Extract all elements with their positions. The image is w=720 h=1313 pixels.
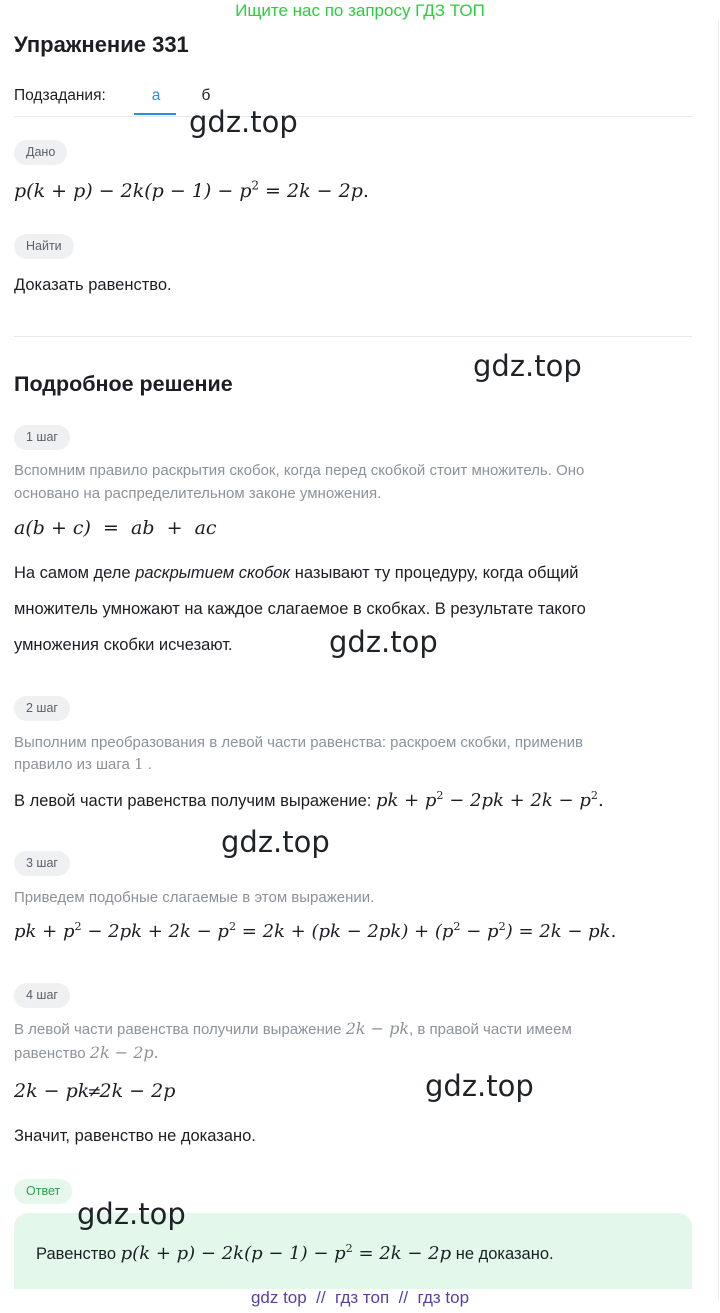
- watermark: gdz.top: [473, 349, 582, 383]
- step-1-chip: 1 шаг: [14, 425, 70, 450]
- tab-subtask-b[interactable]: б: [201, 87, 211, 104]
- step-1-hint-line-2: основано на распределительном законе умножения.: [14, 485, 382, 502]
- subtasks-divider: [14, 116, 692, 117]
- subtasks-label: Подзадания:: [14, 87, 106, 104]
- active-tab-indicator: [134, 113, 176, 115]
- watermark: gdz.top: [425, 1069, 534, 1103]
- step-2-expression: pk + $p^2 - 2pk + 2k - p^2$.: [375, 788, 604, 811]
- search-promo-banner: Ищите нас по запросу ГДЗ ТОП: [235, 1, 485, 20]
- step-2-hint-line-1: Выполним преобразования в левой части равенства: раскроем скобки, применив: [14, 734, 583, 751]
- watermark: gdz.top: [77, 1197, 186, 1231]
- step-4-hint-text: , в правой части имеем: [409, 1021, 572, 1038]
- right-side-expression: 2k − 2p.: [89, 1043, 159, 1062]
- step-1-hint-line-1: Вспомним правило раскрытия скобок, когда перед скобкой стоит множитель. Оно: [14, 462, 585, 479]
- solution-title: Подробное решение: [14, 372, 233, 396]
- watermark: gdz.top: [221, 825, 330, 859]
- answer-equation: $p(k + p) - 2k(p - 1) - p^2 = 2k - 2p$: [120, 1241, 452, 1264]
- conclusion-text: Значит, равенство не доказано.: [14, 1127, 256, 1145]
- footer-links[interactable]: gdz top // гдз топ // гдз top: [250, 1288, 470, 1307]
- step-4-hint-text: равенство: [14, 1045, 90, 1062]
- step-4-hint-text: В левой части равенства получили выражение: [14, 1021, 346, 1038]
- watermark: gdz.top: [189, 105, 298, 139]
- step-4-hint-line-1: [14, 1017, 572, 1041]
- step-reference: 1: [134, 755, 144, 773]
- answer-suffix: не доказано.: [451, 1245, 554, 1263]
- watermark: gdz.top: [329, 625, 438, 659]
- step-4-hint-line-2: [14, 1041, 159, 1065]
- step-1-text-part: называют ту процедуру, когда общий: [290, 564, 579, 582]
- step-2-chip: 2 шаг: [14, 696, 70, 721]
- given-equation: $p(k + p) - 2k(p - 1) - p^2 = 2k - 2p$.: [14, 178, 369, 202]
- step-2-hint-text: правило из шага: [14, 756, 135, 773]
- not-equal-statement: 2k − pk≠2k − 2p: [14, 1080, 176, 1102]
- step-2-hint-line-2: правило из шага 1 .: [14, 755, 152, 773]
- left-side-expression: 2k − pk: [345, 1019, 410, 1038]
- step-1-text-line-2: множитель умножают на каждое слагаемое в скобках. В результате такого: [14, 600, 586, 618]
- step-3-equation: pk + $p^2 - 2pk + 2k - p^2 = 2k + (pk - 2pk) + (p^2 - p^2) = 2k$ − pk.: [14, 919, 617, 942]
- step-1-text-part: На самом деле: [14, 564, 136, 582]
- section-divider: [14, 336, 692, 337]
- answer-prefix: Равенство: [36, 1245, 121, 1263]
- step-4-chip: 4 шаг: [14, 983, 70, 1008]
- tab-subtask-a[interactable]: а: [151, 87, 161, 104]
- step-1-text-line-3: умножения скобки исчезают.: [14, 636, 233, 654]
- distributive-formula: a(b + c) = ab + ac: [14, 517, 217, 539]
- right-border: [718, 20, 719, 1300]
- find-chip: Найти: [14, 234, 74, 259]
- step-1-emphasis: раскрытием скобок: [135, 564, 291, 582]
- find-text: Доказать равенство.: [14, 276, 172, 294]
- answer-chip: Ответ: [14, 1179, 72, 1204]
- page-title: Упражнение 331: [14, 32, 189, 57]
- given-chip: Дано: [14, 140, 67, 165]
- step-3-hint: Приведем подобные слагаемые в этом выражении.: [14, 889, 375, 906]
- step-1-text-line-1: [14, 564, 579, 583]
- step-2-result: [14, 790, 604, 811]
- step-2-result-text: В левой части равенства получим выражение:: [14, 792, 376, 810]
- answer-text: [36, 1243, 554, 1264]
- step-3-chip: 3 шаг: [14, 851, 70, 876]
